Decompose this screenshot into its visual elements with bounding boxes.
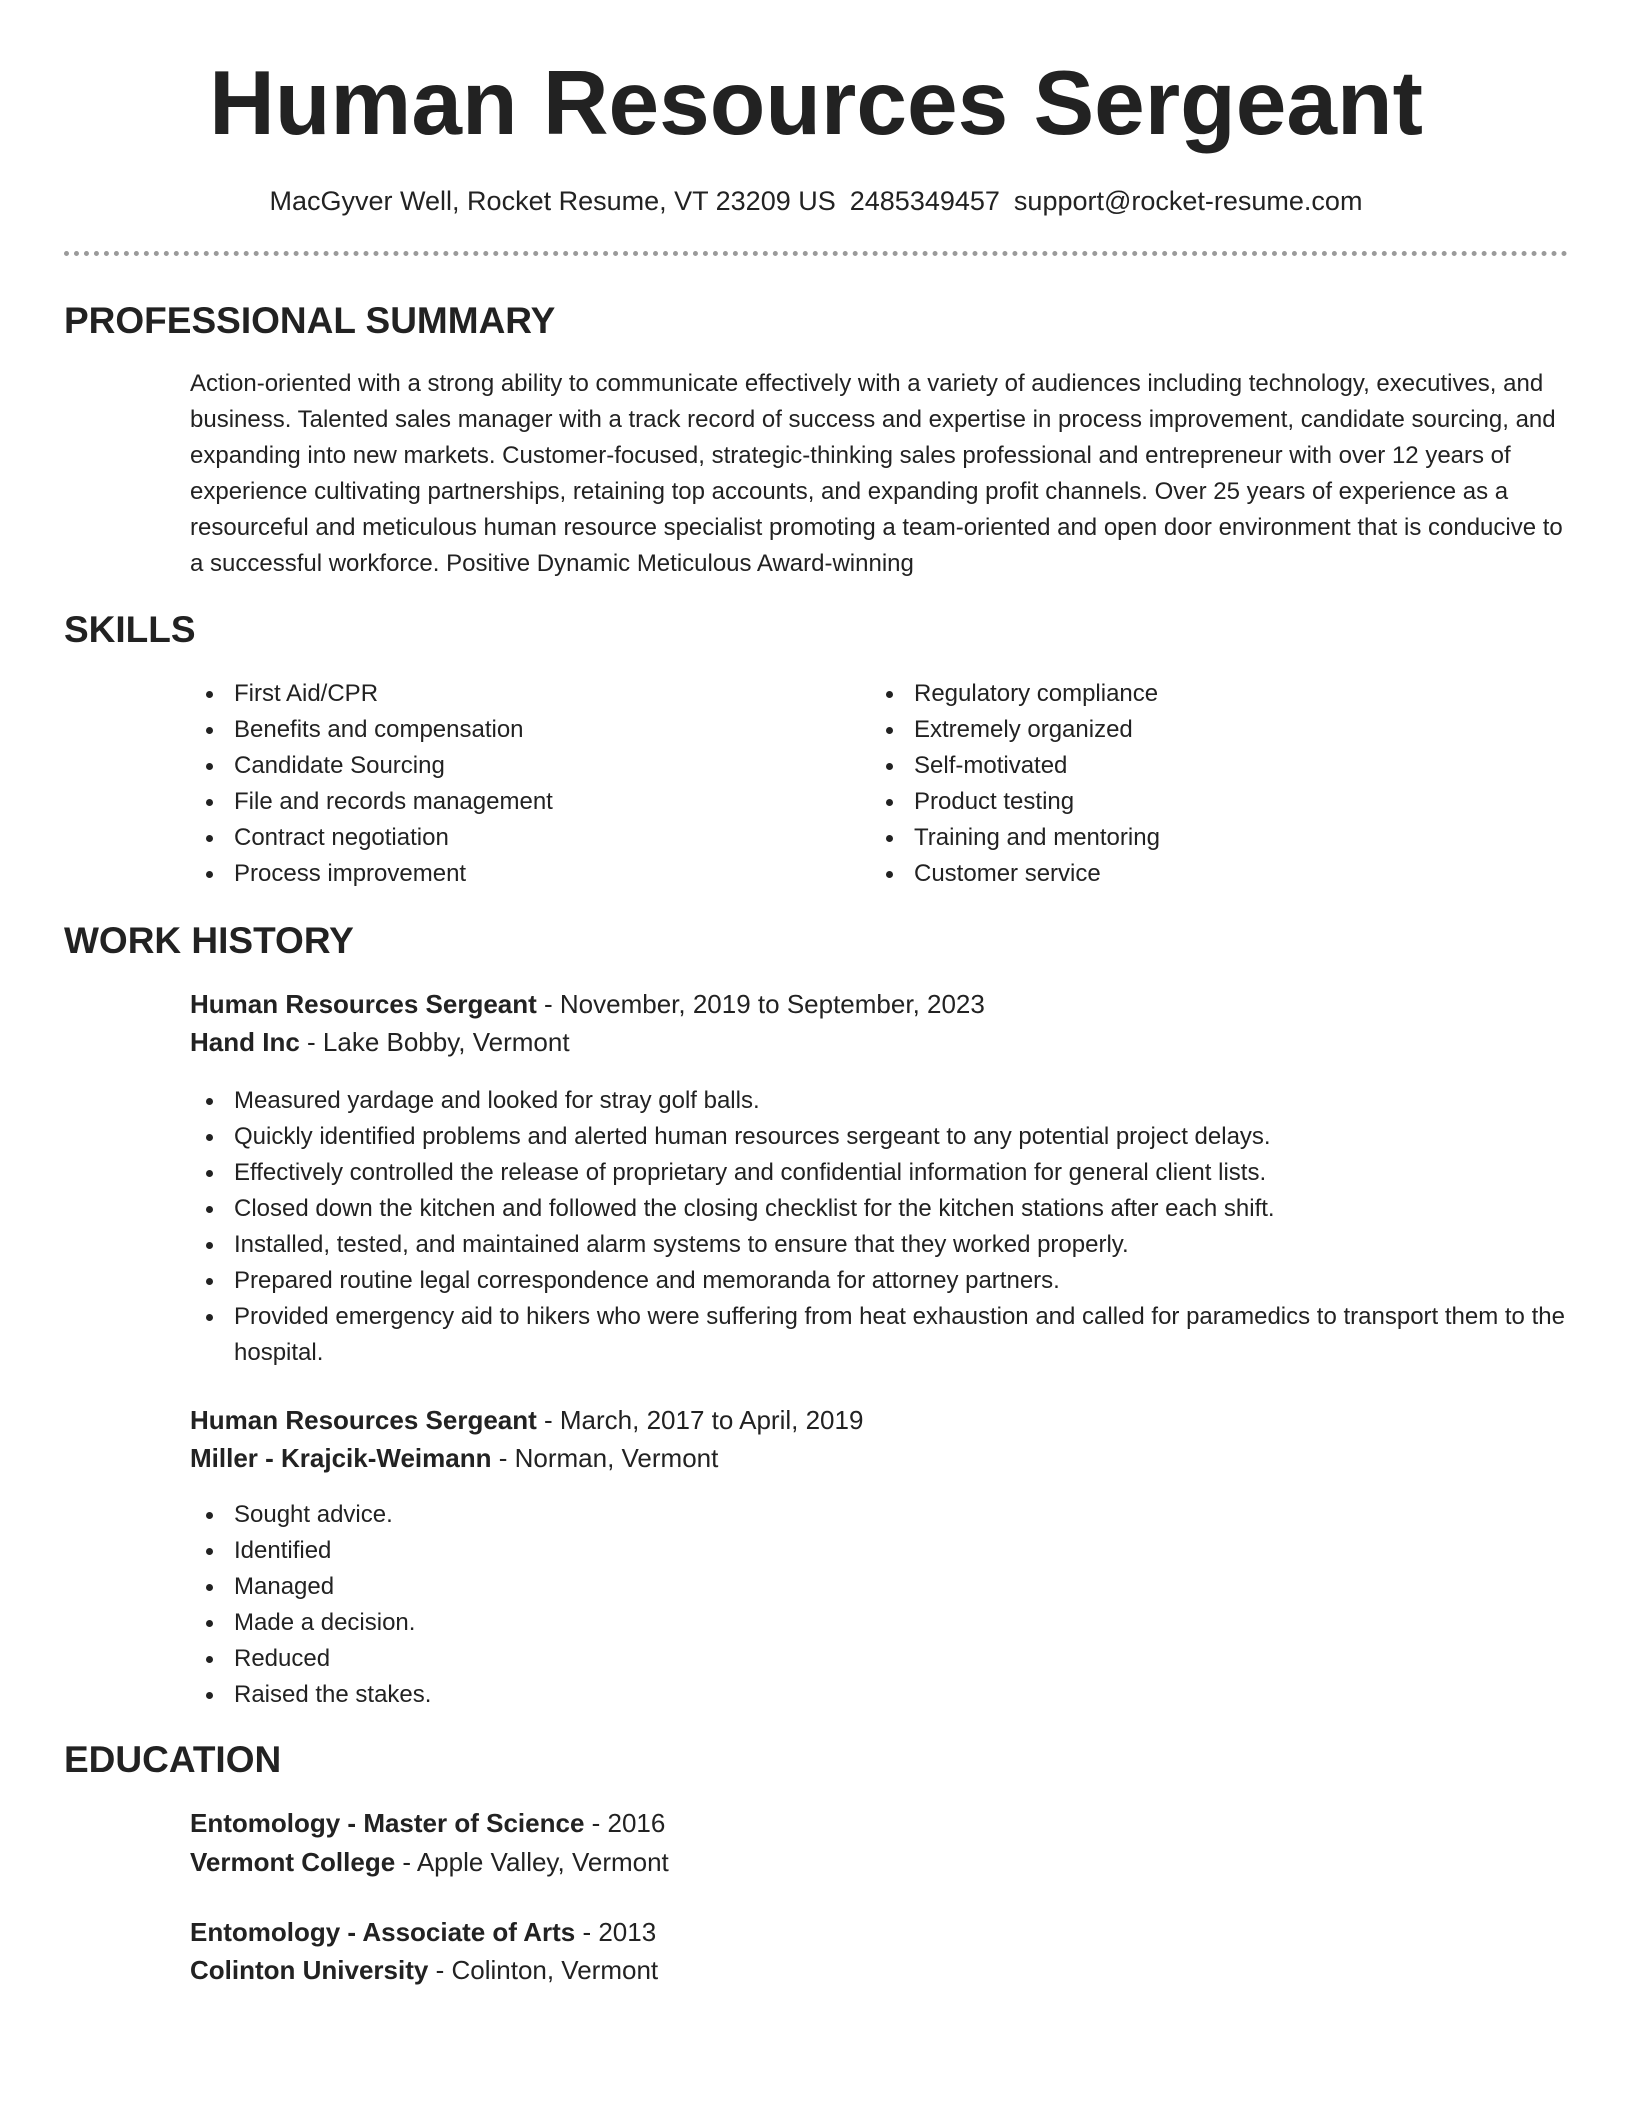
job-bullet: Quickly identified problems and alerted human resources sergeant to any potential project delays.: [190, 1119, 1570, 1155]
job-bullet: Made a decision.: [190, 1605, 1570, 1641]
address: MacGyver Well, Rocket Resume, VT 23209 US: [269, 186, 836, 216]
job-company: Hand Inc: [190, 1027, 300, 1057]
job-bullet: Measured yardage and looked for stray golf balls.: [190, 1083, 1570, 1119]
education-heading: EDUCATION: [64, 1739, 282, 1780]
education-school-line: [190, 1844, 669, 1880]
job-company: Miller - Krajcik-Weimann: [190, 1443, 492, 1473]
job-bullet: Provided emergency aid to hikers who were suffering from heat exhaustion and called for paramedics to transport them to the hospital.: [190, 1299, 1570, 1371]
header-divider: [64, 251, 1568, 256]
skill-item: Contract negotiation: [190, 820, 830, 856]
job-bullet: Sought advice.: [190, 1497, 1570, 1533]
education-school-line: [190, 1952, 658, 1988]
education-school: Vermont College: [190, 1847, 396, 1877]
job-bullets: [190, 1083, 1570, 1371]
job-bullet: Managed: [190, 1569, 1570, 1605]
phone: 2485349457: [849, 186, 1000, 216]
education-year: - 2013: [575, 1917, 657, 1947]
job-dates: - March, 2017 to April, 2019: [536, 1405, 864, 1435]
skill-item: File and records management: [190, 784, 830, 820]
job-bullet: Effectively controlled the release of proprietary and confidential information for general client lists.: [190, 1155, 1570, 1191]
job-bullet: Identified: [190, 1533, 1570, 1569]
skill-item: Training and mentoring: [870, 820, 1510, 856]
job-location: - Norman, Vermont: [491, 1443, 719, 1473]
job-bullet: Reduced: [190, 1641, 1570, 1677]
skills-list-right: [870, 676, 1510, 892]
education-degree-line: [190, 1914, 656, 1950]
education-degree: Entomology - Master of Science: [190, 1808, 585, 1838]
skills-list-left: [190, 676, 830, 892]
education-degree: Entomology - Associate of Arts: [190, 1917, 576, 1947]
job-position: Human Resources Sergeant: [190, 989, 537, 1019]
job-bullets: [190, 1497, 1570, 1713]
skill-item: Extremely organized: [870, 712, 1510, 748]
skills-heading: SKILLS: [64, 609, 196, 650]
education-location: - Colinton, Vermont: [428, 1955, 659, 1985]
job-bullet: Installed, tested, and maintained alarm systems to ensure that they worked properly.: [190, 1227, 1570, 1263]
skill-item: Regulatory compliance: [870, 676, 1510, 712]
skill-item: Process improvement: [190, 856, 830, 892]
skill-item: Self-motivated: [870, 748, 1510, 784]
job-company-line: [190, 1440, 718, 1476]
job-bullet: Closed down the kitchen and followed the closing checklist for the kitchen stations after each shift.: [190, 1191, 1570, 1227]
candidate-name: Human Resources Sergeant: [209, 53, 1423, 154]
work-history-heading: WORK HISTORY: [64, 920, 354, 961]
email: support@rocket-resume.com: [1013, 186, 1363, 216]
job-location: - Lake Bobby, Vermont: [299, 1027, 570, 1057]
skill-item: First Aid/CPR: [190, 676, 830, 712]
skill-item: Benefits and compensation: [190, 712, 830, 748]
education-school: Colinton University: [190, 1955, 429, 1985]
education-year: - 2016: [584, 1808, 666, 1838]
education-degree-line: [190, 1805, 665, 1841]
skill-item: Product testing: [870, 784, 1510, 820]
summary-heading: PROFESSIONAL SUMMARY: [64, 300, 556, 341]
job-bullet: Raised the stakes.: [190, 1677, 1570, 1713]
education-location: - Apple Valley, Vermont: [395, 1847, 669, 1877]
job-bullet: Prepared routine legal correspondence and memoranda for attorney partners.: [190, 1263, 1570, 1299]
job-position: Human Resources Sergeant: [190, 1405, 537, 1435]
skill-item: Candidate Sourcing: [190, 748, 830, 784]
job-company-line: [190, 1024, 570, 1060]
job-title-line: [190, 1402, 863, 1438]
summary-text: Action-oriented with a strong ability to communicate effectively with a variety of audiences including technology, executives, and business. Talented sales manager with a track record of success and expertise in process improvement, candidate sourcing, and expanding into new markets. Customer-focused, strategic-thinking sales professional and entrepreneur with over 12 years of experience cultivating partnerships, retaining top accounts, and expanding profit channels. Over 25 years of experience as a resourceful and meticulous human resource specialist promoting a team-oriented and open door environment that is conducive to a successful workforce. Positive Dynamic Meticulous Award-winning: [190, 370, 1563, 577]
contact-line: [0, 183, 1632, 219]
job-dates: - November, 2019 to September, 2023: [536, 989, 985, 1019]
job-title-line: [190, 986, 985, 1022]
skill-item: Customer service: [870, 856, 1510, 892]
